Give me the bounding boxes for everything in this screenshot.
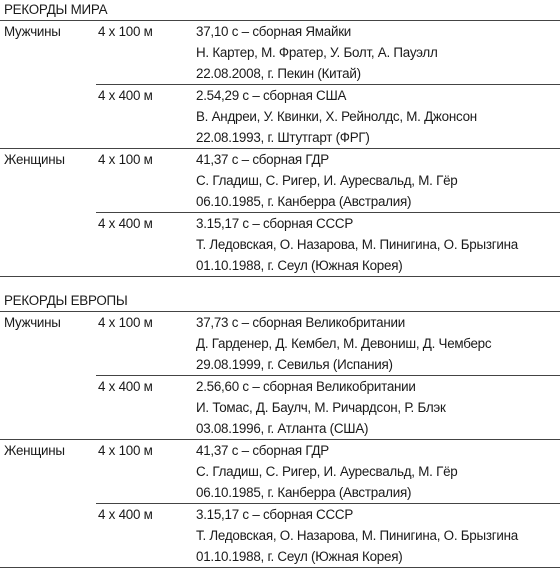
- record-entry: [0, 440, 560, 503]
- section-title: РЕКОРДЫ ЕВРОПЫ: [4, 293, 128, 308]
- section-title: РЕКОРДЫ МИРА: [4, 2, 108, 17]
- relay-distance: 4 x 100 м: [98, 24, 153, 39]
- team-members: С. Гладиш, С. Ригер, И. Ауресвальд, М. Гёр: [196, 464, 458, 479]
- record-result: 2.56,60 с – сборная Великобритании: [196, 379, 416, 394]
- team-members: Н. Картер, М. Фратер, У. Болт, А. Пауэлл: [196, 45, 438, 60]
- gender-label: Женщины: [4, 152, 65, 167]
- relay-distance: 4 x 400 м: [98, 379, 153, 394]
- team-members: С. Гладиш, С. Ригер, И. Ауресвальд, М. Гёр: [196, 173, 458, 188]
- record-result: 41,37 с – сборная ГДР: [196, 443, 329, 458]
- record-date-place: 01.10.1988, г. Сеул (Южная Корея): [196, 549, 403, 564]
- record-result: 37,10 с – сборная Ямайки: [196, 24, 352, 39]
- gender-label: Мужчины: [4, 24, 61, 39]
- relay-distance: 4 x 400 м: [98, 507, 153, 522]
- gender-label: Мужчины: [4, 315, 61, 330]
- record-result: 3.15,17 с – сборная СССР: [196, 507, 353, 522]
- section-end-divider: [0, 276, 560, 277]
- team-members: И. Томас, Д. Баулч, М. Ричардсон, Р. Блэк: [196, 400, 446, 415]
- records-section: [0, 291, 560, 566]
- record-date-place: 22.08.2008, г. Пекин (Китай): [196, 66, 361, 81]
- record-date-place: 22.08.1993, г. Штутгарт (ФРГ): [196, 130, 370, 145]
- record-entry: [0, 21, 560, 84]
- relay-distance: 4 x 100 м: [98, 443, 153, 458]
- section-end-divider: [0, 567, 560, 568]
- record-date-place: 01.10.1988, г. Сеул (Южная Корея): [196, 258, 403, 273]
- relay-distance: 4 x 400 м: [98, 88, 153, 103]
- record-entry: [0, 312, 560, 375]
- relay-distance: 4 x 100 м: [98, 152, 153, 167]
- record-result: 41,37 с – сборная ГДР: [196, 152, 329, 167]
- record-result: 3.15,17 с – сборная СССР: [196, 216, 353, 231]
- record-entry: [0, 504, 560, 567]
- record-entry: [0, 376, 560, 439]
- record-date-place: 29.08.1999, г. Севилья (Испания): [196, 357, 393, 372]
- team-members: Т. Ледовская, О. Назарова, М. Пинигина, О. Брызгина: [196, 528, 518, 543]
- record-date-place: 06.10.1985, г. Канберра (Австралия): [196, 194, 412, 209]
- team-members: В. Андреи, У. Квинки, Х. Рейнолдс, М. Джонсон: [196, 109, 477, 124]
- gender-label: Женщины: [4, 443, 65, 458]
- record-result: 37,73 с – сборная Великобритании: [196, 315, 405, 330]
- record-entry: [0, 213, 560, 276]
- record-date-place: 06.10.1985, г. Канберра (Австралия): [196, 485, 412, 500]
- record-date-place: 03.08.1996, г. Атланта (США): [196, 421, 369, 436]
- record-result: 2.54,29 с – сборная США: [196, 88, 347, 103]
- relay-distance: 4 x 400 м: [98, 216, 153, 231]
- record-entry: [0, 85, 560, 148]
- team-members: Т. Ледовская, О. Назарова, М. Пинигина, О. Брызгина: [196, 237, 518, 252]
- team-members: Д. Гарденер, Д. Кембел, М. Девониш, Д. Чемберс: [196, 336, 492, 351]
- records-section: [0, 0, 560, 275]
- relay-distance: 4 x 100 м: [98, 315, 153, 330]
- record-entry: [0, 149, 560, 212]
